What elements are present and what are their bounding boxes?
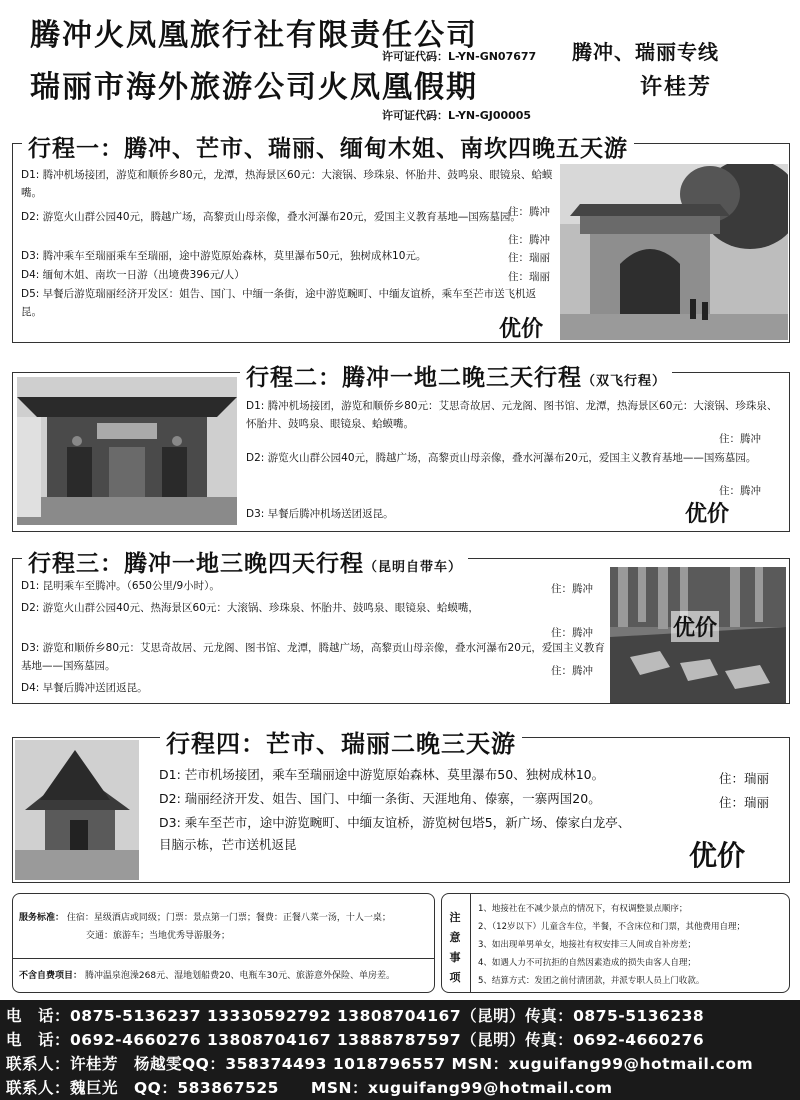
phone-line-2: 电 话：0692-4660276 13808704167 13888787597（昆明）传真：0692-4660276: [6, 1031, 705, 1049]
itinerary-2-promo: 优价: [685, 502, 730, 527]
service-standards-line-2: 交通：旅游车；当地优秀导游服务；: [86, 931, 231, 941]
itinerary-2: [12, 372, 790, 532]
service-standards: [12, 893, 435, 993]
itinerary-1-title: 行程一：腾冲、芒市、瑞丽、缅甸木姐、南坎四晚五天游: [22, 130, 634, 163]
itinerary-4-promo: 优价: [689, 839, 746, 872]
excluded-items: 不含自费项目： 腾冲温泉泡澡268元、湿地划船费20、电瓶车30元、旅游意外保险、单房差。: [19, 971, 395, 981]
itinerary-1-promo: 优价: [499, 317, 544, 342]
itinerary-1-day-4: D4: 缅甸木姐、南坎一日游（出境费396元/人）: [21, 269, 245, 281]
itinerary-2-day-1-stay: 住：腾冲: [719, 433, 761, 445]
note-item: 3、如出现单男单女，地接社有权安排三人间或自补房差；: [478, 940, 696, 950]
itinerary-1-day-4-stay: 住：瑞丽: [508, 271, 550, 283]
itinerary-2-day-3: D3: 早餐后腾冲机场送团返昆。: [246, 508, 394, 520]
itinerary-3-promo: 优价: [671, 611, 719, 642]
itinerary-1-day-1: D1: 腾冲机场接团，游览和顺侨乡80元，龙潭，热海景区60元：大滚锅、珍珠泉、怀胎井、鼓鸣泉、眼镜泉、蛤蟆嘴。: [21, 169, 553, 199]
itinerary-4-day-1-stay: 住：瑞丽: [719, 771, 770, 786]
contact-line-2: 联系人：魏巨光 QQ：583867525 MSN：xuguifang99@hotmail.com: [6, 1079, 613, 1097]
pagoda-photo: [15, 740, 139, 880]
itinerary-3-subtitle: （昆明自带车）: [364, 560, 463, 575]
contact-footer: [0, 1000, 800, 1100]
itinerary-2-day-2-stay: 住：腾冲: [719, 485, 761, 497]
itinerary-3-day-2: D2: 游览火山群公园40元、热海景区60元：大滚锅、珍珠泉、怀胎井、鼓鸣泉、眼镜泉、蛤蟆嘴，: [21, 602, 479, 614]
itinerary-1-day-2-stay: 住：腾冲: [508, 234, 550, 246]
itinerary-1-day-3-stay: 住：瑞丽: [508, 252, 550, 264]
company-name-1: 腾冲火凤凰旅行社有限责任公司: [30, 18, 478, 53]
itinerary-1-day-3: D3: 腾冲乘车至瑞丽乘车至瑞丽，途中游览原始森林，莫里瀑布50元，独树成林10元。: [21, 250, 427, 262]
gate-photo: [560, 164, 788, 340]
temple-image: [17, 377, 237, 525]
itinerary-2-day-1: D1: 腾冲机场接团，游览和顺侨乡80元：艾思奇故居、元龙阁、图书馆、龙潭，热海景区60元：大滚锅、珍珠泉、怀胎井、鼓鸣泉、眼镜泉、蛤蟆嘴。: [246, 400, 778, 430]
notes-box: [441, 893, 790, 993]
note-item: 4、如遇人力不可抗拒的自然因素造成的损失由客人自理；: [478, 958, 696, 968]
notes-label: 注意事项: [449, 911, 461, 984]
service-standards-line-1: 服务标准： 住宿：星级酒店或同级；门票：景点第一门票；餐费：正餐八菜一汤，十人一桌；: [19, 913, 391, 923]
phone-line-1: 电 话：0875-5136237 13330592792 13808704167（昆明）传真：0875-5136238: [6, 1007, 705, 1025]
itinerary-3-day-4: D4: 早餐后腾冲送团返昆。: [21, 682, 148, 694]
itinerary-3: [12, 558, 790, 704]
contact-name: 许桂芳: [640, 74, 713, 100]
itinerary-3-day-1-stay: 住：腾冲: [551, 583, 593, 595]
license-code-1: 许可证代码：L-YN-GN07677: [382, 50, 537, 63]
itinerary-3-day-1: D1: 昆明乘车至腾冲。（650公里/9小时）。: [21, 580, 220, 592]
pagoda-image: [15, 740, 139, 880]
company-name-2: 瑞丽市海外旅游公司火凤凰假期: [30, 70, 478, 105]
service-divider: [13, 958, 434, 959]
itinerary-1: [12, 143, 790, 343]
itinerary-3-title: 行程三：腾冲一地三晚四天行程（昆明自带车）: [22, 545, 468, 578]
note-item: 2、（12岁以下）儿童含车位，半餐，不含床位和门票，其他费用自理；: [478, 922, 745, 932]
license-code-2: 许可证代码：L-YN-GJ00005: [382, 109, 532, 122]
note-item: 1、地接社在不减少景点的情况下，有权调整景点顺序；: [478, 904, 688, 914]
itinerary-2-subtitle: （双飞行程）: [582, 374, 667, 389]
itinerary-4-day-2: D2: 瑞丽经济开发、姐告、国门、中缅一条街、天涯地角、傣寨，一寨两国20。: [159, 791, 601, 806]
itinerary-4-title: 行程四：芒市、瑞丽二晚三天游: [160, 724, 522, 759]
itinerary-1-day-5: D5: 早餐后游览瑞丽经济开发区：姐告、国门、中缅一条街，途中游览畹町、中缅友谊桥，乘车至芒市送飞机返昆。: [21, 288, 537, 318]
itinerary-4-day-1: D1: 芒市机场接团，乘车至瑞丽途中游览原始森林、莫里瀑布50、独树成林10。: [159, 767, 605, 782]
itinerary-2-day-2: D2: 游览火山群公园40元，腾越广场，高黎贡山母亲像，叠水河瀑布20元，爱国主义教育基地——国殇墓园。: [246, 452, 757, 464]
contact-line-1: 联系人：许桂芳 杨越雯QQ：358374493 1018796557 MSN：xuguifang99@hotmail.com: [6, 1055, 754, 1073]
route-title: 腾冲、瑞丽专线: [572, 40, 719, 64]
itinerary-1-day-1-stay: 住：腾冲: [508, 206, 550, 218]
itinerary-2-title: 行程二：腾冲一地二晚三天行程（双飞行程）: [240, 359, 672, 392]
header: [0, 0, 800, 122]
itinerary-1-day-2: D2: 游览火山群公园40元，腾越广场，高黎贡山母亲像，叠水河瀑布20元，爱国主义教育基地—国殇墓园。: [21, 211, 521, 223]
itinerary-4-day-3: D3: 乘车至芒市，途中游览畹町、中缅友谊桥，游览树包塔5，新广场、傣家白龙亭、目脑示栋，芒市送机返昆: [159, 815, 631, 852]
itinerary-3-day-2-stay: 住：腾冲: [551, 627, 593, 639]
notes-divider: [470, 894, 471, 992]
itinerary-3-day-3-stay: 住：腾冲: [551, 665, 593, 677]
itinerary-4-day-2-stay: 住：瑞丽: [719, 795, 770, 810]
archway-gate-image: [560, 164, 788, 340]
itinerary-3-day-3: D3: 游览和顺侨乡80元：艾思奇故居、元龙阁、图书馆、龙潭，腾越广场，高黎贡山母亲像，叠水河瀑布20元，爱国主义教育基地——国殇墓园。: [21, 642, 605, 672]
temple-photo: [17, 377, 237, 525]
note-item: 5、结算方式：发团之前付清团款，并派专职人员上门收款。: [478, 976, 705, 986]
